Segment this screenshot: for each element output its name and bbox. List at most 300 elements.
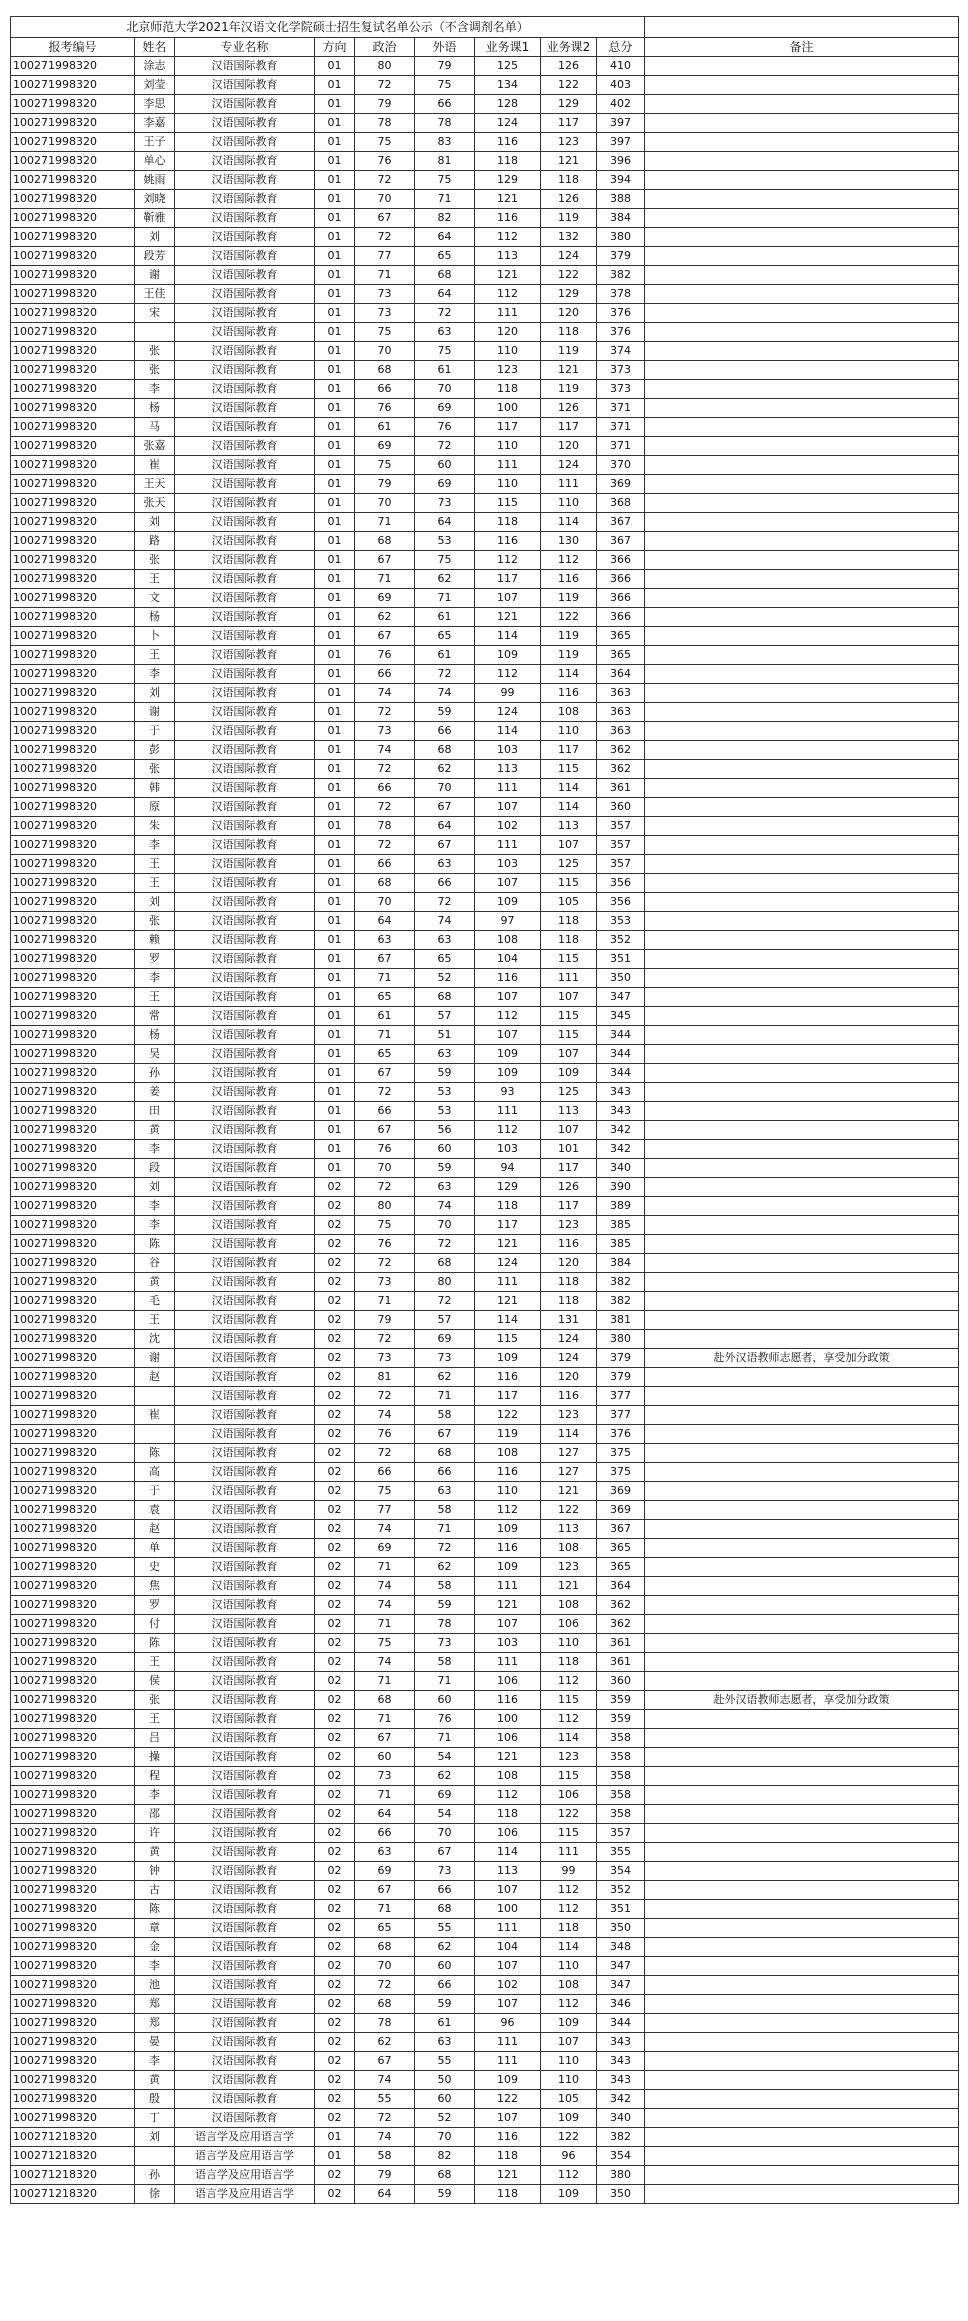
cell-major: 汉语国际教育 bbox=[175, 1881, 315, 1900]
cell-total: 373 bbox=[597, 361, 645, 380]
cell-foreign-language: 69 bbox=[415, 1330, 475, 1349]
cell-remarks bbox=[645, 76, 959, 95]
table-row bbox=[11, 1786, 959, 1805]
cell-subject-2: 124 bbox=[541, 1330, 597, 1349]
cell-name: 李 bbox=[135, 1957, 175, 1976]
cell-remarks bbox=[645, 114, 959, 133]
table-row bbox=[11, 817, 959, 836]
cell-name: 王 bbox=[135, 1653, 175, 1672]
cell-politics: 76 bbox=[355, 1425, 415, 1444]
cell-foreign-language: 52 bbox=[415, 969, 475, 988]
table-row bbox=[11, 589, 959, 608]
cell-politics: 74 bbox=[355, 1520, 415, 1539]
cell-subject-2: 115 bbox=[541, 950, 597, 969]
cell-exam-id: 100271998320 bbox=[11, 703, 135, 722]
cell-remarks bbox=[645, 209, 959, 228]
cell-politics: 68 bbox=[355, 1995, 415, 2014]
cell-exam-id: 100271998320 bbox=[11, 380, 135, 399]
cell-foreign-language: 71 bbox=[415, 190, 475, 209]
cell-name: 张 bbox=[135, 342, 175, 361]
cell-total: 376 bbox=[597, 1425, 645, 1444]
cell-subject-2: 108 bbox=[541, 1976, 597, 1995]
cell-remarks bbox=[645, 133, 959, 152]
cell-name: 卜 bbox=[135, 627, 175, 646]
table-row bbox=[11, 1843, 959, 1862]
cell-major: 汉语国际教育 bbox=[175, 114, 315, 133]
cell-name: 张嘉 bbox=[135, 437, 175, 456]
cell-politics: 71 bbox=[355, 1026, 415, 1045]
cell-remarks bbox=[645, 247, 959, 266]
cell-remarks bbox=[645, 836, 959, 855]
table-row bbox=[11, 1653, 959, 1672]
cell-major: 汉语国际教育 bbox=[175, 1615, 315, 1634]
cell-politics: 67 bbox=[355, 551, 415, 570]
cell-politics: 71 bbox=[355, 1710, 415, 1729]
cell-exam-id: 100271998320 bbox=[11, 1691, 135, 1710]
cell-exam-id: 100271998320 bbox=[11, 1824, 135, 1843]
table-row bbox=[11, 266, 959, 285]
cell-exam-id: 100271998320 bbox=[11, 1919, 135, 1938]
cell-subject-1: 113 bbox=[475, 760, 541, 779]
cell-remarks bbox=[645, 1824, 959, 1843]
cell-major: 汉语国际教育 bbox=[175, 228, 315, 247]
cell-total: 381 bbox=[597, 1311, 645, 1330]
cell-subject-1: 97 bbox=[475, 912, 541, 931]
cell-exam-id: 100271998320 bbox=[11, 1273, 135, 1292]
cell-direction: 02 bbox=[315, 1596, 355, 1615]
cell-total: 366 bbox=[597, 551, 645, 570]
cell-subject-1: 116 bbox=[475, 1691, 541, 1710]
cell-exam-id: 100271998320 bbox=[11, 1957, 135, 1976]
cell-remarks bbox=[645, 950, 959, 969]
table-row bbox=[11, 570, 959, 589]
cell-name: 黄 bbox=[135, 2071, 175, 2090]
cell-name: 宋 bbox=[135, 304, 175, 323]
cell-subject-1: 116 bbox=[475, 532, 541, 551]
cell-subject-1: 112 bbox=[475, 228, 541, 247]
cell-politics: 72 bbox=[355, 1444, 415, 1463]
cell-subject-1: 111 bbox=[475, 2052, 541, 2071]
cell-exam-id: 100271998320 bbox=[11, 931, 135, 950]
cell-exam-id: 100271998320 bbox=[11, 1159, 135, 1178]
cell-foreign-language: 82 bbox=[415, 209, 475, 228]
table-row bbox=[11, 779, 959, 798]
table-row bbox=[11, 1634, 959, 1653]
cell-name: 赵 bbox=[135, 1520, 175, 1539]
cell-exam-id: 100271998320 bbox=[11, 874, 135, 893]
cell-exam-id: 100271998320 bbox=[11, 1786, 135, 1805]
cell-remarks bbox=[645, 1729, 959, 1748]
table-row bbox=[11, 1102, 959, 1121]
cell-total: 357 bbox=[597, 1824, 645, 1843]
cell-subject-2: 108 bbox=[541, 1596, 597, 1615]
cell-total: 351 bbox=[597, 950, 645, 969]
cell-subject-2: 111 bbox=[541, 969, 597, 988]
cell-exam-id: 100271998320 bbox=[11, 1178, 135, 1197]
cell-politics: 71 bbox=[355, 570, 415, 589]
cell-subject-1: 114 bbox=[475, 722, 541, 741]
cell-major: 汉语国际教育 bbox=[175, 1672, 315, 1691]
cell-major: 语言学及应用语言学 bbox=[175, 2147, 315, 2166]
table-row bbox=[11, 1729, 959, 1748]
table-row bbox=[11, 513, 959, 532]
cell-foreign-language: 66 bbox=[415, 1976, 475, 1995]
cell-direction: 01 bbox=[315, 475, 355, 494]
cell-politics: 70 bbox=[355, 494, 415, 513]
cell-remarks bbox=[645, 1786, 959, 1805]
table-row bbox=[11, 342, 959, 361]
table-row bbox=[11, 893, 959, 912]
cell-politics: 76 bbox=[355, 646, 415, 665]
cell-subject-1: 106 bbox=[475, 1824, 541, 1843]
cell-major: 汉语国际教育 bbox=[175, 1976, 315, 1995]
cell-exam-id: 100271998320 bbox=[11, 665, 135, 684]
cell-exam-id: 100271998320 bbox=[11, 1805, 135, 1824]
table-row bbox=[11, 475, 959, 494]
cell-foreign-language: 72 bbox=[415, 1235, 475, 1254]
cell-remarks bbox=[645, 190, 959, 209]
cell-direction: 02 bbox=[315, 1653, 355, 1672]
cell-total: 371 bbox=[597, 399, 645, 418]
cell-remarks bbox=[645, 1843, 959, 1862]
cell-exam-id: 100271998320 bbox=[11, 532, 135, 551]
cell-remarks bbox=[645, 1178, 959, 1197]
table-row bbox=[11, 1121, 959, 1140]
cell-exam-id: 100271998320 bbox=[11, 684, 135, 703]
table-row bbox=[11, 1881, 959, 1900]
cell-foreign-language: 73 bbox=[415, 1634, 475, 1653]
cell-direction: 01 bbox=[315, 2147, 355, 2166]
cell-name bbox=[135, 1387, 175, 1406]
cell-subject-1: 103 bbox=[475, 1634, 541, 1653]
cell-major: 汉语国际教育 bbox=[175, 893, 315, 912]
cell-major: 汉语国际教育 bbox=[175, 418, 315, 437]
cell-exam-id: 100271998320 bbox=[11, 266, 135, 285]
table-row bbox=[11, 494, 959, 513]
cell-direction: 02 bbox=[315, 1273, 355, 1292]
cell-subject-1: 110 bbox=[475, 342, 541, 361]
cell-exam-id: 100271998320 bbox=[11, 1444, 135, 1463]
cell-name: 许 bbox=[135, 1824, 175, 1843]
cell-name: 刘 bbox=[135, 2128, 175, 2147]
cell-total: 354 bbox=[597, 2147, 645, 2166]
cell-direction: 01 bbox=[315, 513, 355, 532]
cell-subject-1: 106 bbox=[475, 1729, 541, 1748]
header-cell-direction: 方向 bbox=[315, 38, 355, 57]
cell-subject-2: 129 bbox=[541, 285, 597, 304]
cell-exam-id: 100271218320 bbox=[11, 2147, 135, 2166]
cell-name: 彭 bbox=[135, 741, 175, 760]
cell-exam-id: 100271998320 bbox=[11, 893, 135, 912]
header-cell-politics: 政治 bbox=[355, 38, 415, 57]
cell-major: 汉语国际教育 bbox=[175, 190, 315, 209]
cell-total: 363 bbox=[597, 722, 645, 741]
cell-exam-id: 100271998320 bbox=[11, 1102, 135, 1121]
cell-total: 366 bbox=[597, 589, 645, 608]
cell-politics: 71 bbox=[355, 1672, 415, 1691]
header-row bbox=[11, 38, 959, 57]
table-row bbox=[11, 1216, 959, 1235]
header-cell-remarks: 备注 bbox=[645, 38, 959, 57]
cell-subject-2: 112 bbox=[541, 551, 597, 570]
cell-politics: 72 bbox=[355, 228, 415, 247]
cell-remarks bbox=[645, 285, 959, 304]
cell-exam-id: 100271998320 bbox=[11, 304, 135, 323]
cell-subject-2: 114 bbox=[541, 1729, 597, 1748]
cell-remarks bbox=[645, 1653, 959, 1672]
table-row bbox=[11, 1007, 959, 1026]
cell-direction: 01 bbox=[315, 342, 355, 361]
cell-foreign-language: 67 bbox=[415, 1843, 475, 1862]
cell-direction: 01 bbox=[315, 190, 355, 209]
cell-foreign-language: 67 bbox=[415, 1425, 475, 1444]
cell-subject-2: 113 bbox=[541, 1520, 597, 1539]
cell-subject-1: 108 bbox=[475, 1767, 541, 1786]
cell-foreign-language: 66 bbox=[415, 95, 475, 114]
cell-total: 340 bbox=[597, 1159, 645, 1178]
cell-major: 汉语国际教育 bbox=[175, 1729, 315, 1748]
cell-foreign-language: 63 bbox=[415, 1045, 475, 1064]
cell-direction: 02 bbox=[315, 1976, 355, 1995]
cell-remarks bbox=[645, 1235, 959, 1254]
cell-foreign-language: 66 bbox=[415, 1463, 475, 1482]
cell-politics: 64 bbox=[355, 1805, 415, 1824]
cell-total: 382 bbox=[597, 2128, 645, 2147]
table-row bbox=[11, 1596, 959, 1615]
cell-politics: 71 bbox=[355, 266, 415, 285]
cell-subject-2: 127 bbox=[541, 1463, 597, 1482]
cell-politics: 72 bbox=[355, 1387, 415, 1406]
cell-foreign-language: 71 bbox=[415, 1520, 475, 1539]
cell-direction: 01 bbox=[315, 1026, 355, 1045]
cell-direction: 02 bbox=[315, 2166, 355, 2185]
cell-politics: 71 bbox=[355, 1900, 415, 1919]
cell-subject-2: 130 bbox=[541, 532, 597, 551]
cell-subject-2: 106 bbox=[541, 1615, 597, 1634]
cell-total: 403 bbox=[597, 76, 645, 95]
cell-remarks bbox=[645, 2128, 959, 2147]
cell-major: 汉语国际教育 bbox=[175, 1710, 315, 1729]
cell-major: 汉语国际教育 bbox=[175, 1140, 315, 1159]
cell-foreign-language: 64 bbox=[415, 817, 475, 836]
cell-total: 362 bbox=[597, 760, 645, 779]
cell-subject-1: 114 bbox=[475, 1843, 541, 1862]
cell-subject-1: 112 bbox=[475, 1121, 541, 1140]
cell-subject-1: 111 bbox=[475, 2033, 541, 2052]
cell-politics: 63 bbox=[355, 931, 415, 950]
cell-direction: 02 bbox=[315, 1235, 355, 1254]
cell-subject-1: 107 bbox=[475, 2109, 541, 2128]
header-cell-subject-1: 业务课1 bbox=[475, 38, 541, 57]
cell-foreign-language: 72 bbox=[415, 437, 475, 456]
cell-remarks bbox=[645, 1558, 959, 1577]
cell-direction: 02 bbox=[315, 1482, 355, 1501]
cell-name: 李 bbox=[135, 380, 175, 399]
cell-subject-2: 121 bbox=[541, 1482, 597, 1501]
cell-direction: 01 bbox=[315, 532, 355, 551]
cell-remarks bbox=[645, 1007, 959, 1026]
cell-name: 刘 bbox=[135, 228, 175, 247]
cell-total: 358 bbox=[597, 1748, 645, 1767]
cell-foreign-language: 64 bbox=[415, 285, 475, 304]
cell-direction: 01 bbox=[315, 684, 355, 703]
cell-subject-1: 109 bbox=[475, 1349, 541, 1368]
cell-major: 汉语国际教育 bbox=[175, 1463, 315, 1482]
cell-name: 罗 bbox=[135, 950, 175, 969]
table-row bbox=[11, 1767, 959, 1786]
cell-remarks bbox=[645, 475, 959, 494]
cell-subject-2: 110 bbox=[541, 722, 597, 741]
table-row bbox=[11, 1539, 959, 1558]
cell-total: 343 bbox=[597, 1083, 645, 1102]
cell-name: 王 bbox=[135, 1311, 175, 1330]
cell-exam-id: 100271998320 bbox=[11, 1387, 135, 1406]
cell-politics: 65 bbox=[355, 1919, 415, 1938]
cell-subject-2: 126 bbox=[541, 190, 597, 209]
cell-subject-2: 116 bbox=[541, 1235, 597, 1254]
cell-subject-2: 117 bbox=[541, 1197, 597, 1216]
cell-subject-2: 119 bbox=[541, 646, 597, 665]
cell-major: 汉语国际教育 bbox=[175, 1520, 315, 1539]
cell-remarks bbox=[645, 1387, 959, 1406]
cell-total: 385 bbox=[597, 1235, 645, 1254]
cell-remarks bbox=[645, 2109, 959, 2128]
cell-remarks bbox=[645, 1159, 959, 1178]
cell-politics: 72 bbox=[355, 703, 415, 722]
cell-politics: 76 bbox=[355, 399, 415, 418]
cell-subject-2: 119 bbox=[541, 342, 597, 361]
cell-major: 汉语国际教育 bbox=[175, 2033, 315, 2052]
cell-total: 379 bbox=[597, 1368, 645, 1387]
table-row bbox=[11, 1178, 959, 1197]
table-row bbox=[11, 2128, 959, 2147]
cell-exam-id: 100271998320 bbox=[11, 741, 135, 760]
cell-politics: 66 bbox=[355, 380, 415, 399]
cell-foreign-language: 54 bbox=[415, 1748, 475, 1767]
cell-subject-2: 112 bbox=[541, 1881, 597, 1900]
table-row bbox=[11, 399, 959, 418]
cell-foreign-language: 73 bbox=[415, 494, 475, 513]
cell-subject-2: 110 bbox=[541, 2071, 597, 2090]
cell-foreign-language: 59 bbox=[415, 703, 475, 722]
cell-foreign-language: 70 bbox=[415, 2128, 475, 2147]
cell-major: 汉语国际教育 bbox=[175, 1938, 315, 1957]
table-row bbox=[11, 2166, 959, 2185]
cell-subject-1: 109 bbox=[475, 646, 541, 665]
cell-remarks bbox=[645, 551, 959, 570]
cell-name: 李 bbox=[135, 1216, 175, 1235]
cell-name: 李 bbox=[135, 665, 175, 684]
cell-exam-id: 100271998320 bbox=[11, 1710, 135, 1729]
cell-subject-2: 96 bbox=[541, 2147, 597, 2166]
cell-total: 388 bbox=[597, 190, 645, 209]
cell-subject-1: 116 bbox=[475, 969, 541, 988]
cell-subject-2: 119 bbox=[541, 589, 597, 608]
cell-subject-1: 114 bbox=[475, 1311, 541, 1330]
cell-politics: 72 bbox=[355, 76, 415, 95]
cell-remarks bbox=[645, 760, 959, 779]
cell-politics: 67 bbox=[355, 1881, 415, 1900]
cell-politics: 72 bbox=[355, 1330, 415, 1349]
header-cell-foreign-language: 外语 bbox=[415, 38, 475, 57]
cell-subject-1: 93 bbox=[475, 1083, 541, 1102]
cell-direction: 01 bbox=[315, 1045, 355, 1064]
cell-total: 375 bbox=[597, 1463, 645, 1482]
cell-name: 文 bbox=[135, 589, 175, 608]
cell-subject-2: 123 bbox=[541, 1406, 597, 1425]
cell-name: 徐 bbox=[135, 2185, 175, 2204]
cell-direction: 02 bbox=[315, 1881, 355, 1900]
cell-subject-2: 115 bbox=[541, 1691, 597, 1710]
cell-foreign-language: 55 bbox=[415, 2052, 475, 2071]
cell-name: 崔 bbox=[135, 456, 175, 475]
cell-politics: 69 bbox=[355, 437, 415, 456]
cell-exam-id: 100271998320 bbox=[11, 1064, 135, 1083]
cell-name: 李思 bbox=[135, 95, 175, 114]
cell-total: 367 bbox=[597, 513, 645, 532]
cell-major: 汉语国际教育 bbox=[175, 1064, 315, 1083]
cell-total: 344 bbox=[597, 1045, 645, 1064]
cell-total: 378 bbox=[597, 285, 645, 304]
cell-subject-2: 115 bbox=[541, 760, 597, 779]
cell-politics: 67 bbox=[355, 627, 415, 646]
cell-politics: 75 bbox=[355, 1216, 415, 1235]
cell-politics: 71 bbox=[355, 1292, 415, 1311]
cell-foreign-language: 63 bbox=[415, 855, 475, 874]
cell-subject-2: 109 bbox=[541, 2014, 597, 2033]
cell-subject-1: 111 bbox=[475, 1653, 541, 1672]
cell-name: 单 bbox=[135, 1539, 175, 1558]
cell-direction: 02 bbox=[315, 2014, 355, 2033]
cell-total: 343 bbox=[597, 2052, 645, 2071]
cell-foreign-language: 60 bbox=[415, 1140, 475, 1159]
cell-subject-1: 114 bbox=[475, 627, 541, 646]
cell-remarks bbox=[645, 1634, 959, 1653]
cell-total: 360 bbox=[597, 1672, 645, 1691]
cell-subject-2: 107 bbox=[541, 988, 597, 1007]
table-row bbox=[11, 1615, 959, 1634]
cell-remarks bbox=[645, 380, 959, 399]
cell-politics: 66 bbox=[355, 1102, 415, 1121]
cell-major: 汉语国际教育 bbox=[175, 2109, 315, 2128]
cell-remarks: 赴外汉语教师志愿者，享受加分政策 bbox=[645, 1691, 959, 1710]
cell-subject-2: 114 bbox=[541, 513, 597, 532]
table-row bbox=[11, 228, 959, 247]
cell-foreign-language: 65 bbox=[415, 627, 475, 646]
table-row bbox=[11, 323, 959, 342]
cell-name: 韩 bbox=[135, 779, 175, 798]
cell-total: 350 bbox=[597, 1919, 645, 1938]
cell-major: 汉语国际教育 bbox=[175, 1045, 315, 1064]
cell-politics: 71 bbox=[355, 1615, 415, 1634]
cell-name: 刘 bbox=[135, 893, 175, 912]
cell-exam-id: 100271998320 bbox=[11, 1672, 135, 1691]
cell-subject-2: 117 bbox=[541, 418, 597, 437]
cell-politics: 79 bbox=[355, 475, 415, 494]
cell-total: 352 bbox=[597, 1881, 645, 1900]
cell-foreign-language: 67 bbox=[415, 836, 475, 855]
cell-politics: 79 bbox=[355, 95, 415, 114]
cell-foreign-language: 68 bbox=[415, 1254, 475, 1273]
cell-subject-1: 112 bbox=[475, 665, 541, 684]
cell-subject-1: 109 bbox=[475, 1064, 541, 1083]
cell-remarks bbox=[645, 722, 959, 741]
cell-name: 沈 bbox=[135, 1330, 175, 1349]
cell-foreign-language: 82 bbox=[415, 2147, 475, 2166]
cell-remarks bbox=[645, 779, 959, 798]
cell-direction: 02 bbox=[315, 1900, 355, 1919]
table-row bbox=[11, 665, 959, 684]
